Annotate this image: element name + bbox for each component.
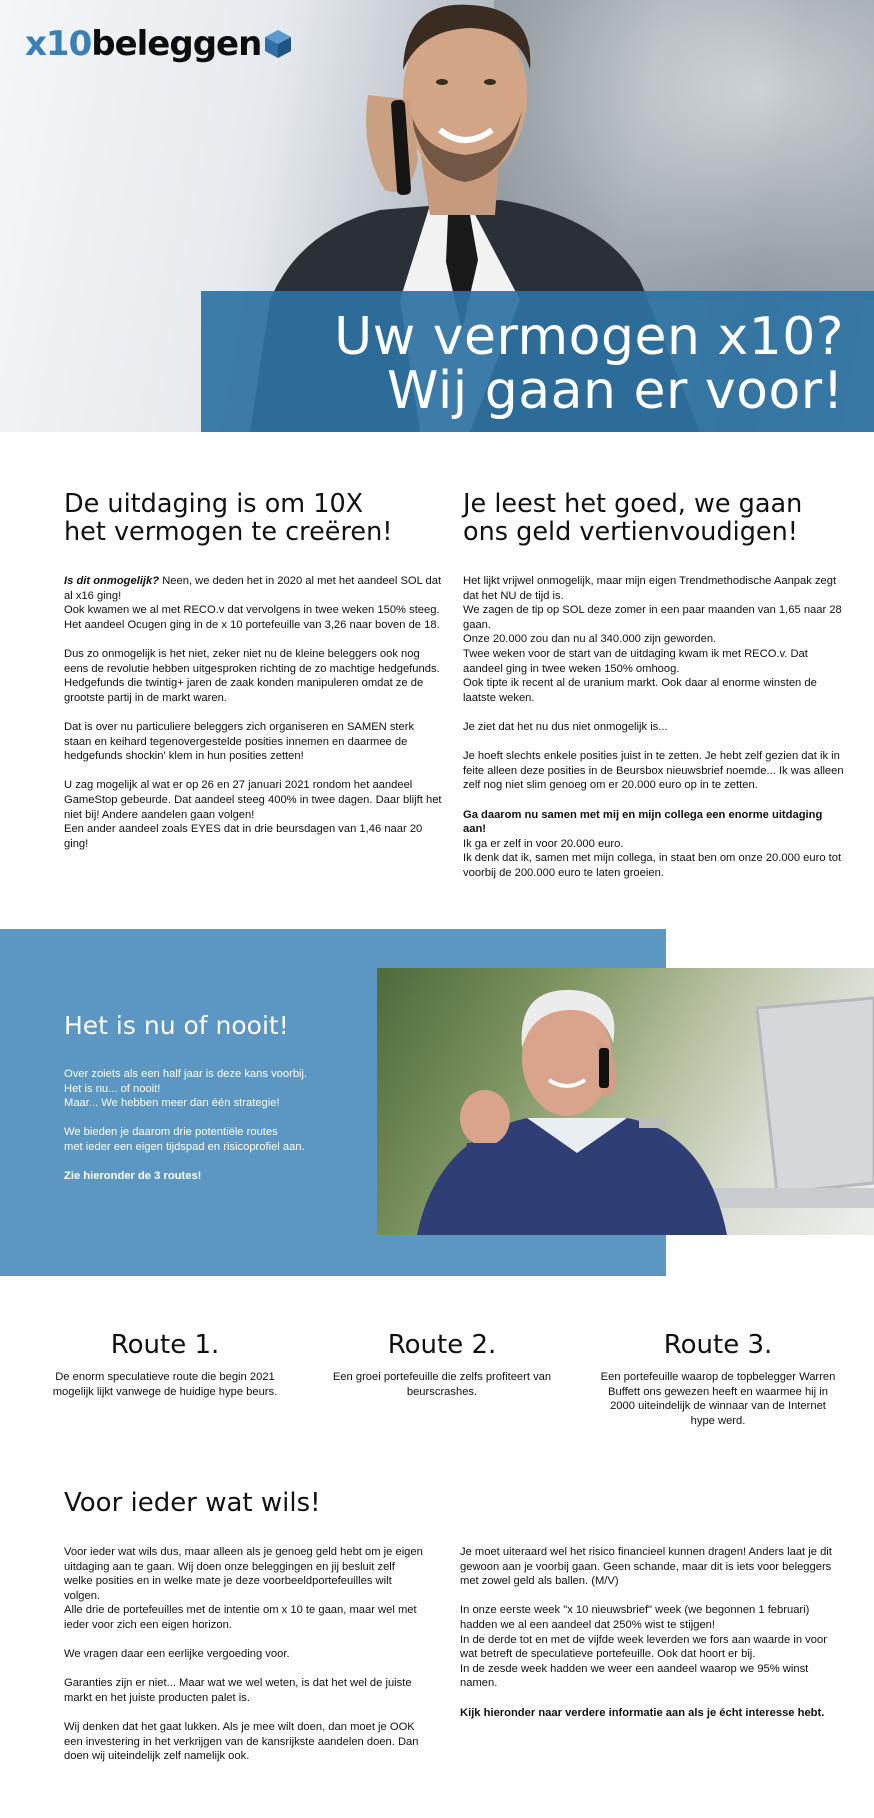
challenge-title-line2: het vermogen te creëren! [64, 517, 393, 547]
tenfold-p2: Je ziet dat het nu dus niet onmogelijk is... [463, 720, 668, 733]
tenfold-p4b: Ik ga er zelf in voor 20.000 euro. [463, 837, 624, 850]
route-3 [588, 1330, 848, 1428]
for-everyone-p1a: Voor ieder wat wils dus, maar alleen als je genoeg geld hebt om je eigen uitdaging aan te gaan. Wij doen onze beleggingen en jij besluit zelf welke posities en in welke mate je deze voorbeeldportefeuilles wilt volgen. [64, 1546, 423, 1602]
now-or-never-l5: met ieder een eigen tijdspad en risicoprofiel aan. [64, 1140, 305, 1153]
route-2-desc: Een groei portefeuille die zelfs profiteert van beurscrashes. [332, 1371, 552, 1398]
hero-title-line2: Wij gaan er voor! [387, 361, 844, 421]
for-everyone-r-p1: Je moet uiteraard wel het risico financieel kunnen dragen! Anders laat je dit gewoon aan je voorbij gaan. Geen schande, maar dit is iets voor beleggers met zowel geld als ballen. (M/V) [460, 1546, 832, 1588]
now-or-never-cta [64, 1169, 364, 1184]
tenfold-p4-bold-text: Ga daarom nu samen met mij en mijn collega een enorme uitdaging aan! [463, 808, 823, 836]
logo-beleggen: beleggen [91, 24, 262, 64]
route-2 [312, 1330, 572, 1399]
now-or-never-l2: Het is nu... of nooit! [64, 1082, 161, 1095]
challenge-left-column [64, 490, 444, 866]
now-or-never-title: Het is nu of nooit! [64, 1011, 289, 1040]
for-everyone-p3: Garanties zijn er niet... Maar wat we wel weten, is dat het wel de juiste markt en het juiste producten palet is. [64, 1677, 412, 1704]
tenfold-p1e: Ook tipte ik recent al de uranium markt. Ook daar al enorme winsten de laatste weken. [463, 677, 817, 704]
tenfold-title-line1: Je leest het goed, we gaan [463, 489, 803, 519]
challenge-p1 [64, 574, 444, 603]
hero-section [0, 0, 874, 432]
tenfold-p1a: Het lijkt vrijwel onmogelijk, maar mijn eigen Trendmethodische Aanpak zegt dat het NU de tijd is. [463, 575, 837, 602]
for-everyone-right-text [460, 1545, 840, 1735]
for-everyone-p1b: Alle drie de portefeuilles met de intentie om x 10 te gaan, maar wel met ieder voor zich een eigen horizon. [64, 1604, 417, 1631]
tenfold-p1c: Onze 20.000 zou dan nu al 340.000 zijn geworden. [463, 633, 717, 646]
now-or-never-l3: Maar... We hebben meer dan één strategie! [64, 1097, 280, 1110]
senior-man-photo [377, 968, 874, 1235]
tenfold-p3: Je hoeft slechts enkele posities juist in te zetten. Je hebt zelf gezien dat ik in feite alleen deze posities in de Beursbox nieuwsbrief noemde... Ik was alleen zelf nog niet slim genoeg om er 20.000 euro op in te zetten. [463, 750, 844, 792]
challenge-intro-bold: Is dit onmogelijk? [64, 575, 160, 587]
challenge-section [0, 490, 874, 910]
challenge-left-text [64, 574, 444, 851]
for-everyone-r-p3-bold: Kijk hieronder naar verdere informatie aan als je écht interesse hebt. [460, 1706, 825, 1719]
tenfold-right-text [463, 574, 847, 880]
challenge-p3: Dat is over nu particuliere beleggers zich organiseren en SAMEN sterk staan en keihard tegenovergestelde posities innemen en daarmee de hedgefunds shockin' klem in hun posities zetten! [64, 720, 415, 763]
senior-man-illustration [377, 968, 874, 1235]
tenfold-p1d: Twee weken voor de start van de uitdaging kwam ik met RECO.v. Dat aandeel ging in twee weken 150% omhoog. [463, 647, 808, 675]
route-3-title: Route 3. [663, 1330, 773, 1360]
tenfold-title [463, 490, 847, 546]
for-everyone-r-p3 [460, 1706, 840, 1721]
route-1 [35, 1330, 295, 1399]
logo[interactable] [25, 24, 293, 64]
challenge-p4b: Een ander aandeel zoals EYES dat in drie beursdagen van 1,46 naar 20 ging! [64, 823, 423, 850]
now-or-never-l4: We bieden je daarom drie potentiële routes [64, 1126, 278, 1139]
challenge-p1-rest: Neen, we deden het in 2020 al met het aandeel SOL dat al x16 ging! [64, 575, 442, 602]
now-or-never-l1: Over zoiets als een half jaar is deze kans voorbij. [64, 1068, 308, 1080]
route-2-title: Route 2. [387, 1330, 497, 1360]
for-everyone-left-text [64, 1545, 424, 1779]
challenge-p4a: U zag mogelijk al wat er op 26 en 27 januari 2021 rondom het aandeel GameStop gebeurde. Dat aandeel steeg 400% in twee dagen. Daar blijft het niet bij! Andere aandelen gaan volgen! [64, 779, 442, 821]
hero-title [334, 307, 844, 421]
for-everyone-r-p2a: In onze eerste week "x 10 nieuwsbrief" week (we begonnen 1 februari) hadden we al een aandeel dat 250% wist te stijgen! [460, 1604, 810, 1631]
challenge-p2: Dus zo onmogelijk is het niet, zeker niet nu de kleine beleggers ook nog eens de revolutie hebben uitgesproken richting de zo machtige hedgefunds. Hedgefunds die twintig+ jaren de zaak konden manipuleren omdat ze de grootste partij in de markt waren. [64, 647, 440, 704]
tenfold-p4-bold [463, 808, 847, 837]
for-everyone-p4: Wij denken dat het gaat lukken. Als je mee wilt doen, dan moet je OOK een investering in het verkrijgen van de kansrijkste aandelen doen. Dan doen wij uiteindelijk zelf namelijk ook. [64, 1721, 419, 1763]
logo-x10: x10 [25, 24, 92, 64]
challenge-title [64, 490, 444, 546]
cube-icon [263, 28, 293, 60]
tenfold-p1b: We zagen de tip op SOL deze zomer in een paar maanden van 1,65 naar 28 gaan. [463, 604, 842, 631]
for-everyone-r-p2b: In de derde tot en met de vijfde week leverden we fors aan waarde in voor wat betreft de speculatieve portefeuille. Ook dat hoort er bij. [460, 1633, 827, 1661]
now-or-never-cta-text: Zie hieronder de 3 routes! [64, 1170, 202, 1183]
route-3-desc: Een portefeuille waarop de topbelegger Warren Buffett ons gewezen heeft en waarmee hij in 2000 uiteindelijk de winnaar van de Internet hype werd. [600, 1371, 836, 1427]
now-or-never-text [64, 1067, 364, 1198]
challenge-p1-line2: Ook kwamen we al met RECO.v dat vervolgens in twee weken 150% steeg. Het aandeel Ocugen ging in de x 10 portefeuille van 3,26 naar boven de 18. [64, 604, 440, 631]
for-everyone-p2: We vragen daar een eerlijke vergoeding voor. [64, 1648, 290, 1661]
for-everyone-r-p2c: In de zesde week hadden we weer een aandeel waarop we 95% winst namen. [460, 1662, 809, 1690]
tenfold-p4c: Ik denk dat ik, samen met mijn collega, in staat ben om onze 20.000 euro tot voorbij de 200.000 euro te laten groeien. [463, 852, 842, 879]
for-everyone-title: Voor ieder wat wils! [64, 1488, 321, 1518]
challenge-title-line1: De uitdaging is om 10X [64, 489, 364, 519]
route-1-desc: De enorm speculatieve route die begin 2021 mogelijk lijkt vanwege de huidige hype beurs. [52, 1371, 278, 1398]
hero-title-line1: Uw vermogen x10? [334, 307, 844, 367]
challenge-right-column [463, 490, 847, 880]
tenfold-title-line2: ons geld vertienvoudigen! [463, 517, 798, 547]
route-1-title: Route 1. [110, 1330, 220, 1360]
